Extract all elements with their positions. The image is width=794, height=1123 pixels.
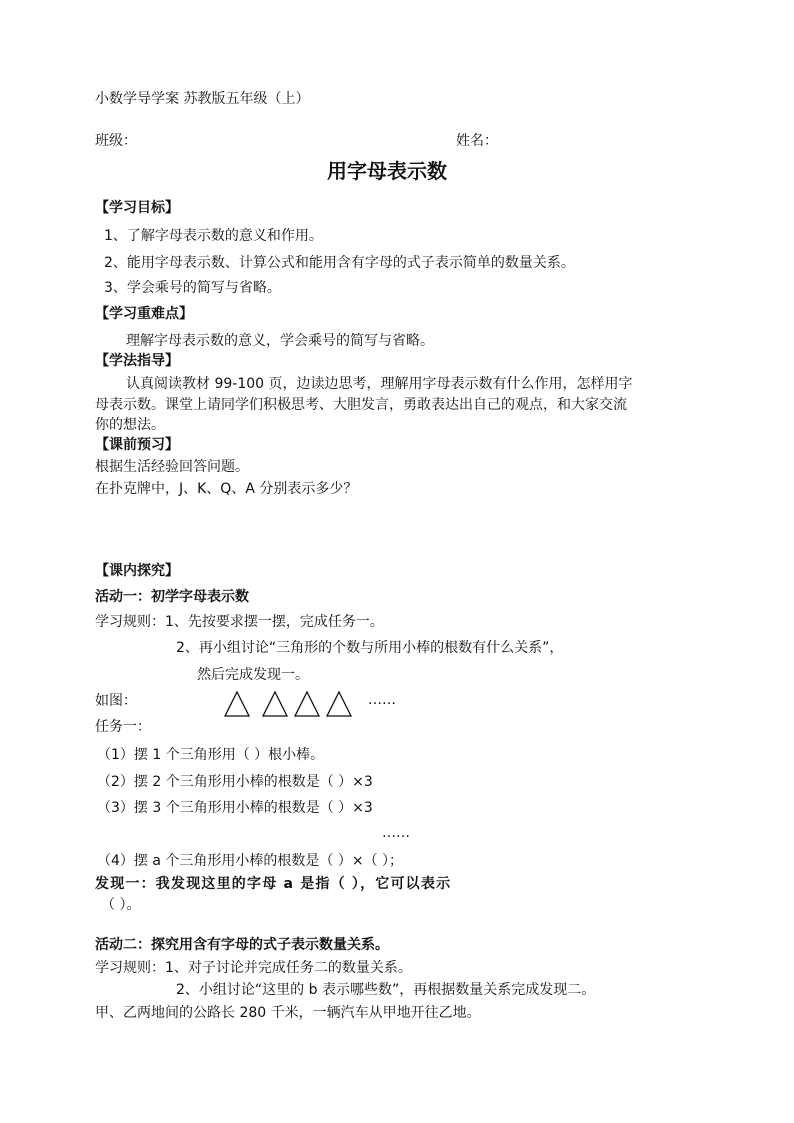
activity-two-title: 活动二：探究用含有字母的式子表示数量关系。: [95, 937, 389, 953]
objectives-heading: 【学习目标】: [95, 200, 179, 216]
activity-one-rule: 学习规则：1、先按要求摆一摆，完成任务一。: [95, 614, 384, 630]
triangle-figure: [294, 690, 320, 718]
task-ellipsis: ……: [382, 825, 410, 841]
activity-two-rule: 2、小组讨论“这里的 b 表示哪些数”，再根据数量关系完成发现二。: [176, 982, 596, 998]
objective-item: 3、学会乘号的简写与省略。: [104, 280, 281, 296]
task-item: （2）摆 2 个三角形用小棒的根数是（ ）×3: [97, 774, 373, 790]
header-subtitle: 小数学导学案 苏教版五年级（上）: [95, 91, 310, 107]
triangle-figure: [326, 690, 352, 718]
activity-one-rule: 2、再小组讨论“三角形的个数与所用小棒的根数有什么关系”，: [176, 640, 564, 656]
triangle-figure: [262, 690, 288, 718]
method-heading: 【学法指导】: [95, 353, 179, 369]
task-item: （3）摆 3 个三角形用小棒的根数是（ ）×3: [97, 800, 373, 816]
activity-one-title: 活动一：初学字母表示数: [95, 589, 249, 605]
preview-line: 根据生活经验回答问题。: [95, 459, 249, 475]
discovery-one-continued: （ ）。: [101, 897, 141, 913]
figure-label: 如图：: [95, 693, 137, 709]
class-label: 班级：: [95, 133, 137, 149]
method-line: 认真阅读教材 99-100 页，边读边思考，理解用字母表示数有什么作用，怎样用字: [126, 376, 633, 392]
objective-item: 1、了解字母表示数的意义和作用。: [104, 228, 323, 244]
activity-one-rule: 然后完成发现一。: [197, 667, 309, 683]
task-one-title: 任务一：: [95, 719, 151, 735]
method-line: 你的想法。: [95, 417, 165, 433]
activity-two-rule: 学习规则：1、对子讨论并完成任务二的数量关系。: [95, 960, 412, 976]
triangle-figure: [224, 690, 250, 718]
figure-ellipsis: ……: [368, 692, 396, 708]
problem-text: 甲、乙两地间的公路长 280 千米，一辆汽车从甲地开往乙地。: [95, 1005, 481, 1021]
page-title: 用字母表示数: [327, 159, 447, 183]
objective-item: 2、能用字母表示数、计算公式和能用含有字母的式子表示简单的数量关系。: [104, 255, 575, 271]
key-points-heading: 【学习重难点】: [95, 306, 193, 322]
preview-heading: 【课前预习】: [95, 437, 179, 453]
explore-heading: 【课内探究】: [95, 563, 179, 579]
method-line: 母表示数。课堂上请同学们积极思考、大胆发言，勇敢表达出自己的观点，和大家交流: [95, 397, 627, 413]
name-label: 姓名：: [456, 133, 498, 149]
task-item: （4）摆 a 个三角形用小棒的根数是（ ）×（ ）；: [97, 853, 404, 869]
discovery-one: 发现一：我发现这里的字母 a 是指（ ），它可以表示: [95, 876, 452, 892]
preview-question: 在扑克牌中，J、K、Q、A 分别表示多少？: [95, 481, 358, 497]
task-item: （1）摆 1 个三角形用（ ）根小棒。: [97, 747, 325, 763]
key-points-text: 理解字母表示数的意义，学会乘号的简写与省略。: [126, 333, 434, 349]
